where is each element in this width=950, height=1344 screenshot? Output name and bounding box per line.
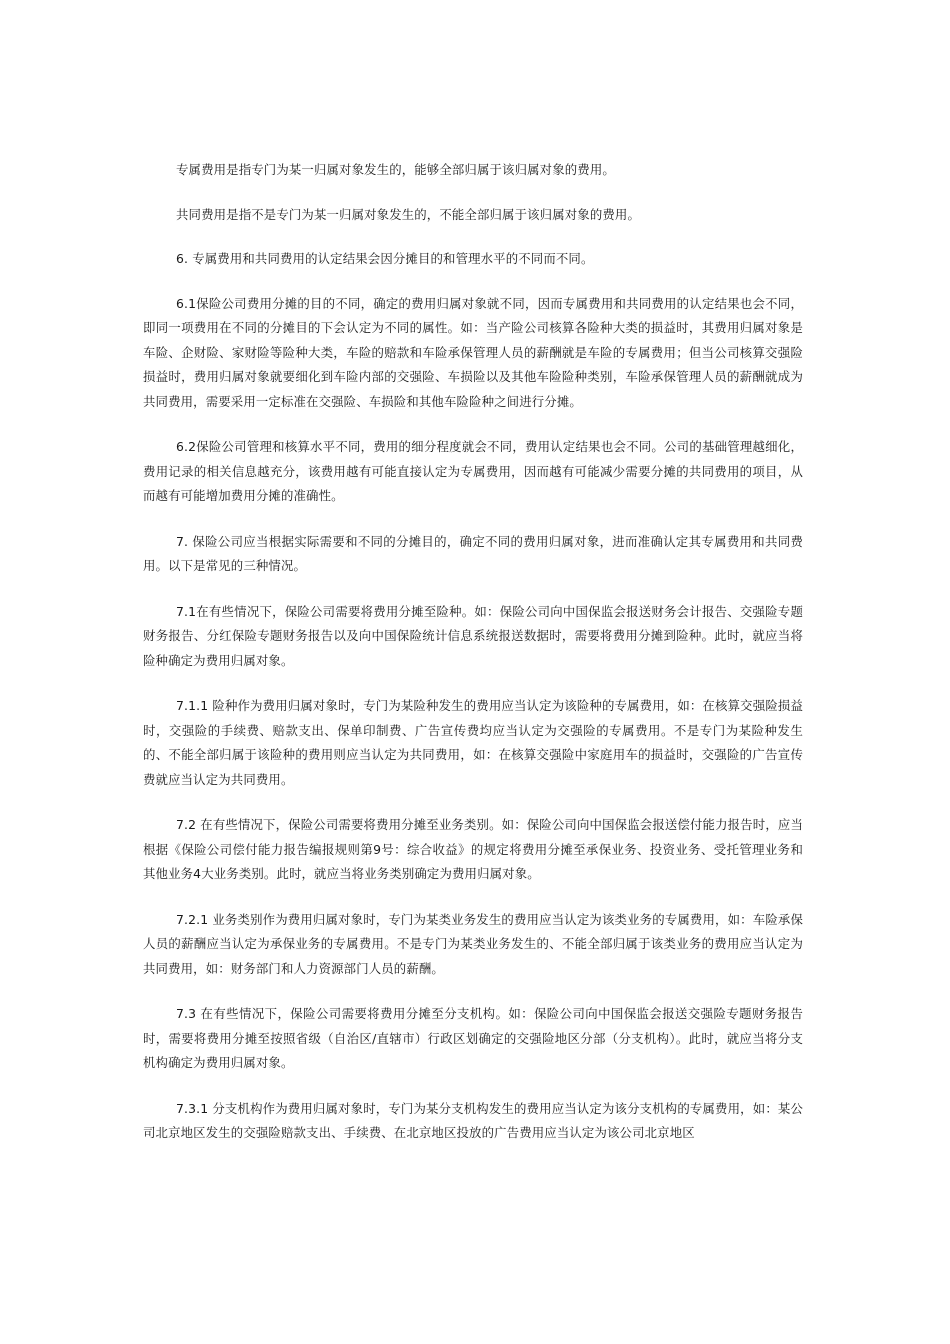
- paragraph-common-cost-definition: 共同费用是指不是专门为某一归属对象发生的，不能全部归属于该归属对象的费用。: [176, 206, 641, 222]
- paragraph-exclusive-cost-definition: 专属费用是指专门为某一归属对象发生的，能够全部归属于该归属对象的费用。: [176, 162, 615, 177]
- document-body: [143, 158, 803, 1167]
- paragraph-section-7-3-1: 7.3.1 分支机构作为费用归属对象时，专门为某分支机构发生的费用应当认定为该分支机构的专属费用，如：某公司北京地区发生的交强险赔款支出、手续费、在北京地区投放的广告费用应当认定为该公司北京地区: [143, 1100, 803, 1140]
- paragraph-section-6: 6. 专属费用和共同费用的认定结果会因分摊目的和管理水平的不同而不同。: [176, 251, 594, 266]
- paragraph-section-7-1-1: 7.1.1 险种作为费用归属对象时，专门为某险种发生的费用应当认定为该险种的专属费用，如：在核算交强险损益时，交强险的手续费、赔款支出、保单印制费、广告宣传费均应当认定为交强险的专属费用。不是专门为某险种发生的、不能全部归属于该险种的费用则应当认定为共同费用，如：在核算交强险中家庭用车的损益时，交强险的广告宣传费就应当认定为共同费用。: [143, 698, 803, 787]
- paragraph-section-7-2: 7.2 在有些情况下，保险公司需要将费用分摊至业务类别。如：保险公司向中国保监会报送偿付能力报告时，应当根据《保险公司偿付能力报告编报规则第9号：综合收益》的规定将费用分摊至承保业务、投资业务、受托管理业务和其他业务4大业务类别。此时，就应当将业务类别确定为费用归属对象。: [143, 817, 803, 881]
- paragraph-section-6-1: 6.1保险公司费用分摊的目的不同，确定的费用归属对象就不同，因而专属费用和共同费用的认定结果也会不同，即同一项费用在不同的分摊目的下会认定为不同的属性。如：当产险公司核算各险种大类的损益时，其费用归属对象是车险、企财险、家财险等险种大类，车险的赔款和车险承保管理人员的薪酬就是车险的专属费用；但当公司核算交强险损益时，费用归属对象就要细化到车险内部的交强险、车损险以及其他车险险种类别，车险承保管理人员的薪酬就成为共同费用，需要采用一定标准在交强险、车损险和其他车险险种之间进行分摊。: [143, 295, 803, 409]
- paragraph-section-7-1: 7.1在有些情况下，保险公司需要将费用分摊至险种。如：保险公司向中国保监会报送财务会计报告、交强险专题财务报告、分红保险专题财务报告以及向中国保险统计信息系统报送数据时，需要将费用分摊到险种。此时，就应当将险种确定为费用归属对象。: [143, 603, 803, 668]
- paragraph-section-6-2: 6.2保险公司管理和核算水平不同，费用的细分程度就会不同，费用认定结果也会不同。公司的基础管理越细化，费用记录的相关信息越充分，该费用越有可能直接认定为专属费用，因而越有可能减少需要分摊的共同费用的项目，从而越有可能增加费用分摊的准确性。: [143, 439, 803, 503]
- paragraph-section-7: 7. 保险公司应当根据实际需要和不同的分摊目的，确定不同的费用归属对象，进而准确认定其专属费用和共同费用。以下是常见的三种情况。: [143, 533, 803, 573]
- paragraph-section-7-3: 7.3 在有些情况下，保险公司需要将费用分摊至分支机构。如：保险公司向中国保监会报送交强险专题财务报告时，需要将费用分摊至按照省级（自治区/直辖市）行政区划确定的交强险地区分部（分支机构）。此时，就应当将分支机构确定为费用归属对象。: [143, 1006, 803, 1070]
- paragraph-section-7-2-1: 7.2.1 业务类别作为费用归属对象时，专门为某类业务发生的费用应当认定为该类业务的专属费用，如：车险承保人员的薪酬应当认定为承保业务的专属费用。不是专门为某类业务发生的、不能全部归属于该类业务的费用应当认定为共同费用，如：财务部门和人力资源部门人员的薪酬。: [143, 911, 803, 976]
